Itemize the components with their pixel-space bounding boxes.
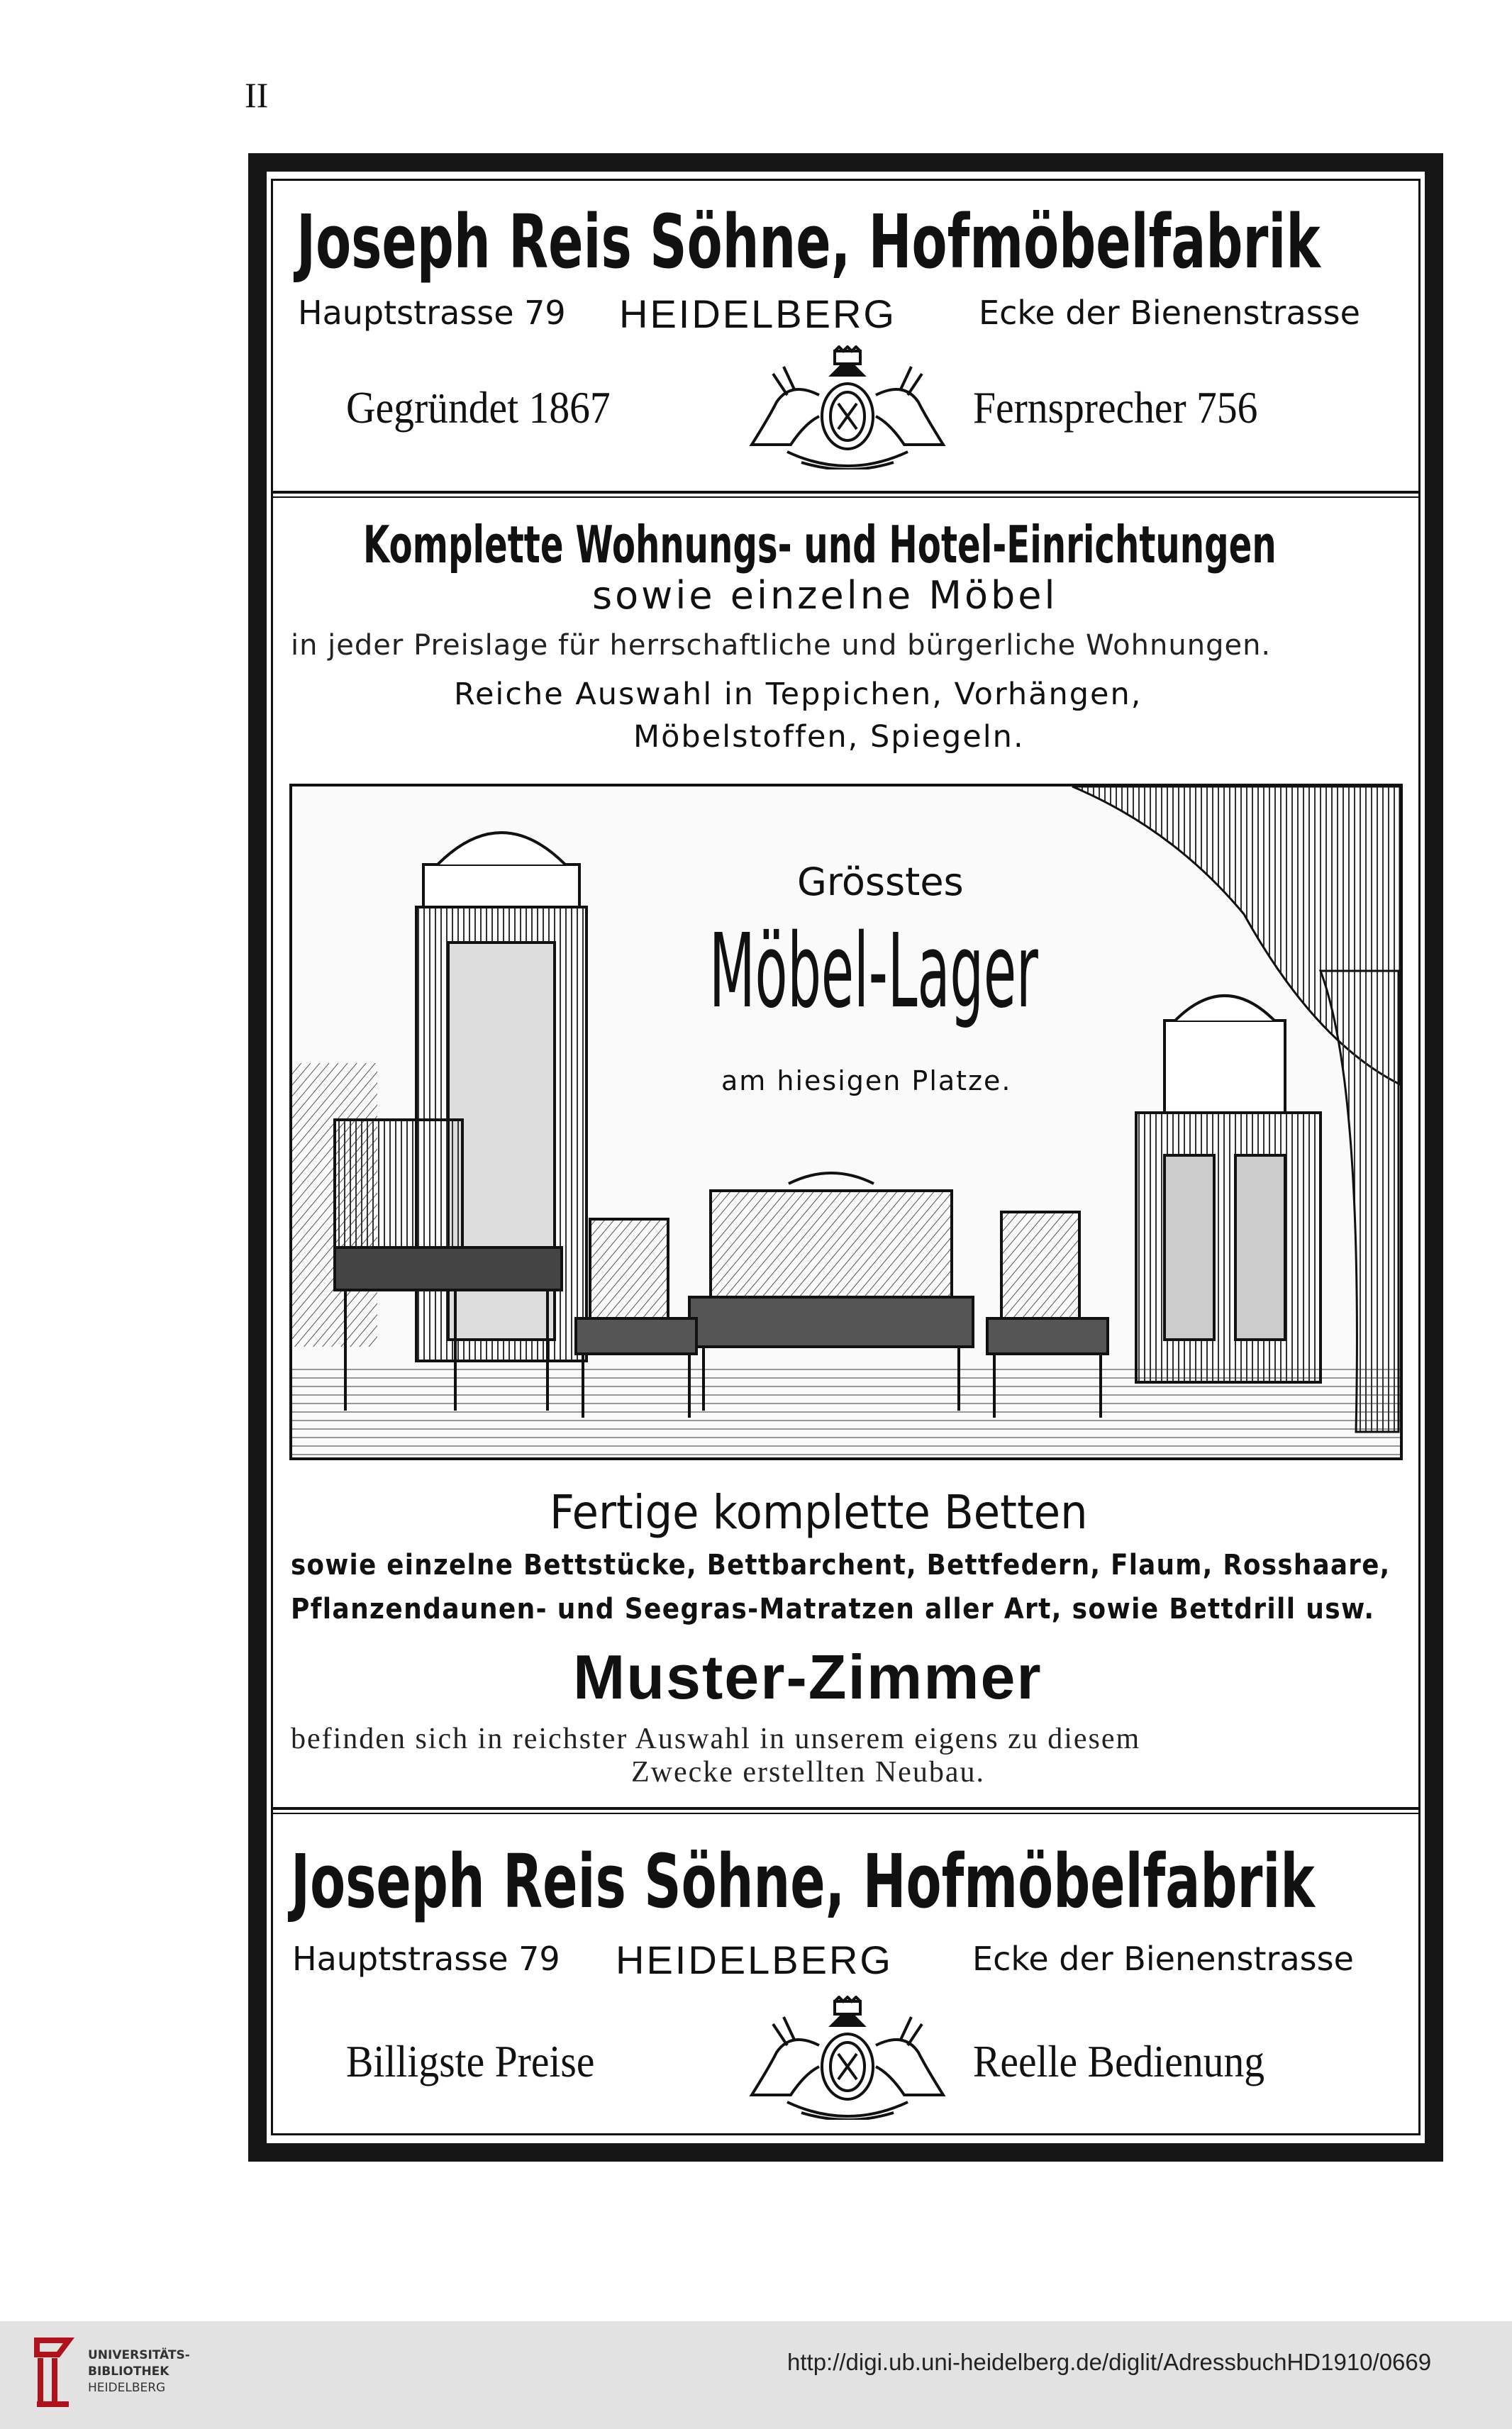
slogan-service: Reelle Bedienung	[973, 2036, 1265, 2086]
source-url-link[interactable]: http://digi.ub.uni-heidelberg.de/diglit/AdressbuchHD1910/0669	[787, 2349, 1432, 2375]
crest-icon	[745, 345, 950, 469]
crest-icon-lower	[745, 1996, 950, 2120]
library-logo-icon[interactable]	[30, 2333, 79, 2411]
inner-frame-bottom	[271, 2133, 1421, 2135]
showroom-line1: befinden sich in reichster Auswahl in unserem eigens zu diesem	[291, 1723, 1141, 1755]
illustration-line1: Grösstes	[797, 860, 964, 904]
beds-line2: Pflanzendaunen- und Seegras-Matratzen aller Art, sowie Bettdrill usw.	[291, 1593, 1375, 1625]
city-name: HEIDELBERG	[619, 291, 896, 336]
beds-headline: Fertige komplette Betten	[550, 1485, 1088, 1540]
cabinet	[1136, 996, 1321, 1382]
street-corner: Ecke der Bienenstrasse	[979, 294, 1360, 332]
library-name-line1: UNIVERSITÄTS-	[88, 2348, 190, 2362]
library-name-line2: BIBLIOTHEK	[88, 2364, 169, 2379]
inner-frame-right	[1418, 179, 1421, 2135]
footer-street-corner: Ecke der Bienenstrasse	[972, 1940, 1354, 1978]
library-name-line3: HEIDELBERG	[88, 2381, 166, 2395]
founded-year: Gegründet 1867	[346, 382, 611, 433]
separator-line	[271, 491, 1421, 498]
selection-line2: Möbelstoffen, Spiegeln.	[633, 719, 1025, 755]
footer-city-name: HEIDELBERG	[616, 1938, 893, 1982]
showroom-line2: Zwecke erstellten Neubau.	[631, 1756, 985, 1789]
separator-line-lower	[271, 1807, 1421, 1814]
footer-street-address: Hauptstrasse 79	[292, 1940, 560, 1978]
offer-headline: Komplette Wohnungs- und Hotel-Einrichtungen	[363, 515, 1277, 574]
furniture-illustration	[289, 784, 1403, 1460]
offer-subline: sowie einzelne Möbel	[592, 573, 1058, 618]
beds-line1: sowie einzelne Bettstücke, Bettbarchent, Bettfedern, Flaum, Rosshaare,	[291, 1549, 1391, 1582]
page-number: II	[245, 75, 269, 115]
illustration-line2: Möbel-Lager	[709, 911, 1038, 1030]
inner-frame-top	[271, 179, 1421, 181]
offer-text: in jeder Preislage für herrschaftliche und bürgerliche Wohnungen.	[291, 629, 1272, 662]
phone-number: Fernsprecher 756	[973, 382, 1258, 433]
firm-title: Joseph Reis Söhne, Hofmöbelfabrik	[296, 199, 1321, 285]
selection-line1: Reiche Auswahl in Teppichen, Vorhängen,	[454, 677, 1143, 712]
inner-frame-left	[271, 179, 273, 2135]
street-address: Hauptstrasse 79	[298, 294, 566, 332]
footer-firm-title: Joseph Reis Söhne, Hofmöbelfabrik	[291, 1838, 1315, 1925]
slogan-prices: Billigste Preise	[346, 2036, 595, 2086]
illustration-line3: am hiesigen Platze.	[721, 1065, 1012, 1096]
showroom-headline: Muster-Zimmer	[573, 1642, 1043, 1712]
